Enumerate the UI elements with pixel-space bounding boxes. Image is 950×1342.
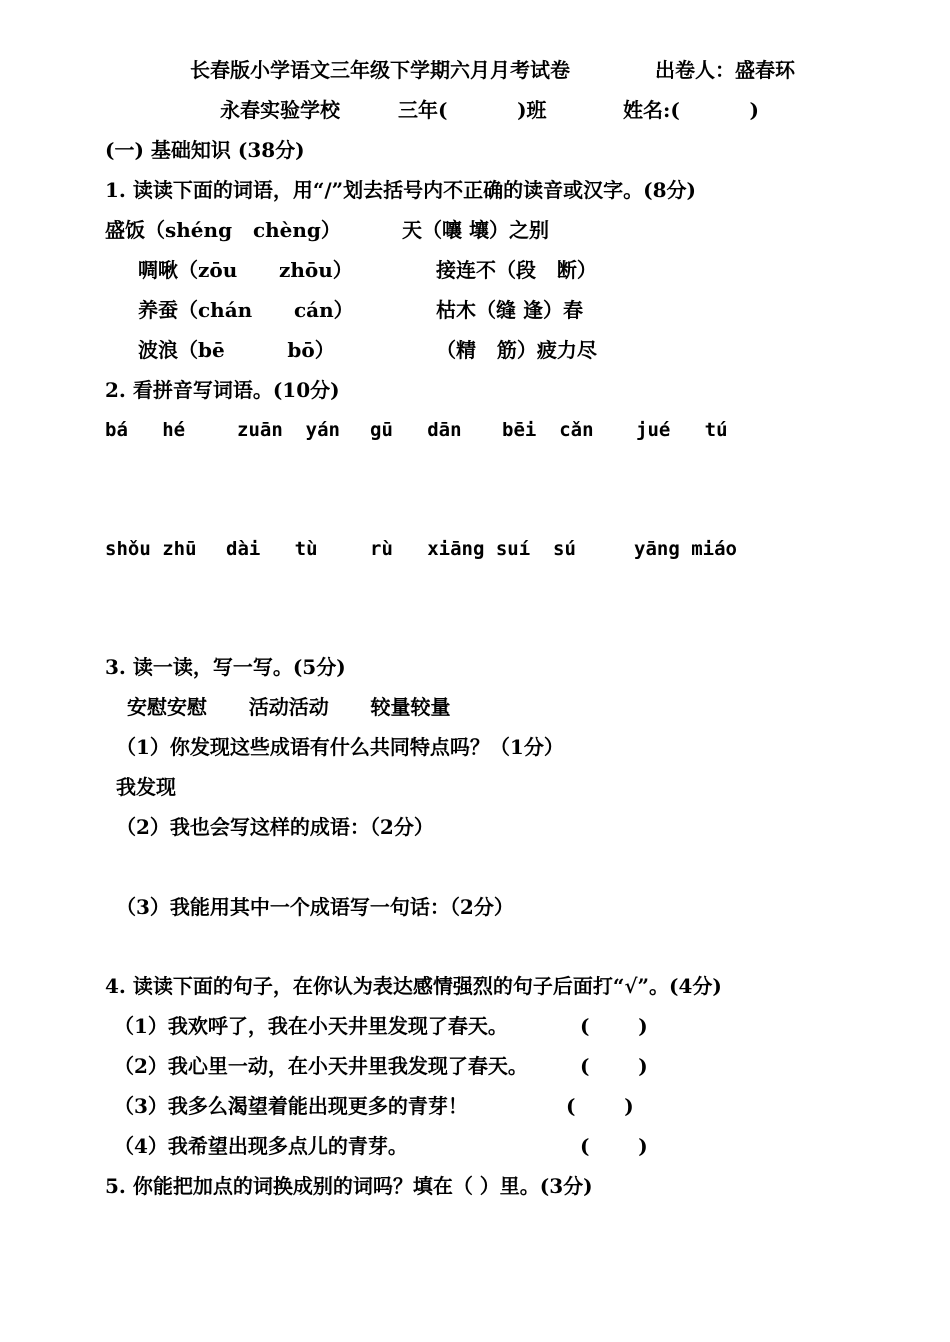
q1-item-right: （精 筋）疲力尽 — [436, 338, 597, 362]
q3-sub-question: （3）我能用其中一个成语写一句话：（2分） — [116, 895, 514, 919]
pinyin-word: shǒu zhū — [105, 538, 197, 560]
q1-item-left: 养蚕（chán cán） — [138, 298, 354, 322]
pinyin-word: bēi cǎn — [502, 419, 594, 441]
q3-sub-question: （2）我也会写这样的成语：（2分） — [116, 815, 434, 839]
school-name: 永春实验学校 — [220, 98, 340, 122]
exam-title: 长春版小学语文三年级下学期六月月考试卷 — [190, 58, 570, 82]
q4-answer-box: ( ) — [580, 1014, 648, 1038]
question-4-prompt: 4. 读读下面的句子，在你认为表达感情强烈的句子后面打“√”。(4分) — [105, 974, 722, 998]
q4-answer-box: ( ) — [580, 1134, 648, 1158]
pinyin-word: yāng miáo — [634, 538, 737, 560]
pinyin-word: bá hé — [105, 419, 186, 441]
class-field: 三年( )班 — [398, 98, 547, 122]
q4-answer-box: ( ) — [566, 1094, 634, 1118]
idiom-words: 安慰安慰 活动活动 较量较量 — [127, 695, 451, 719]
q4-sentence: （2）我心里一动，在小天井里我发现了春天。 — [114, 1054, 528, 1078]
question-2-prompt: 2. 看拼音写词语。(10分) — [105, 378, 340, 402]
pinyin-word: gū dān — [370, 419, 462, 441]
q1-item-left: 盛饭（shéng chèng） — [105, 218, 341, 242]
q1-item-right: 接连不（段 断） — [436, 258, 597, 282]
q1-item-right: 枯木（缝 逢）春 — [436, 298, 583, 322]
section-heading: (一) 基础知识 (38分) — [105, 138, 305, 162]
name-field: 姓名:( ) — [623, 98, 759, 122]
pinyin-word: jué tú — [636, 419, 728, 441]
pinyin-word: dài tù — [226, 538, 318, 560]
pinyin-word: rù xiāng suí sú — [370, 538, 576, 560]
question-3-prompt: 3. 读一读，写一写。(5分) — [105, 655, 346, 679]
q4-sentence: （3）我多么渴望着能出现更多的青芽！ — [114, 1094, 468, 1118]
q1-item-left: 啁啾（zōu zhōu） — [138, 258, 353, 282]
question-5-prompt: 5. 你能把加点的词换成别的词吗？填在（ ）里。(3分) — [105, 1174, 593, 1198]
question-1-prompt: 1. 读读下面的词语，用“/”划去括号内不正确的读音或汉字。(8分) — [105, 178, 696, 202]
q1-item-left: 波浪（bē bō） — [138, 338, 335, 362]
exam-author: 出卷人：盛春环 — [655, 58, 795, 82]
q4-sentence: （4）我希望出现多点儿的青芽。 — [114, 1134, 408, 1158]
q1-item-right: 天（嚷 壤）之别 — [402, 218, 549, 242]
q4-sentence: （1）我欢呼了，我在小天井里发现了春天。 — [114, 1014, 508, 1038]
pinyin-word: zuān yán — [237, 419, 340, 441]
q3-answer-start: 我发现 — [116, 775, 176, 799]
q4-answer-box: ( ) — [580, 1054, 648, 1078]
q3-sub-question: （1）你发现这些成语有什么共同特点吗？（1分） — [116, 735, 564, 759]
